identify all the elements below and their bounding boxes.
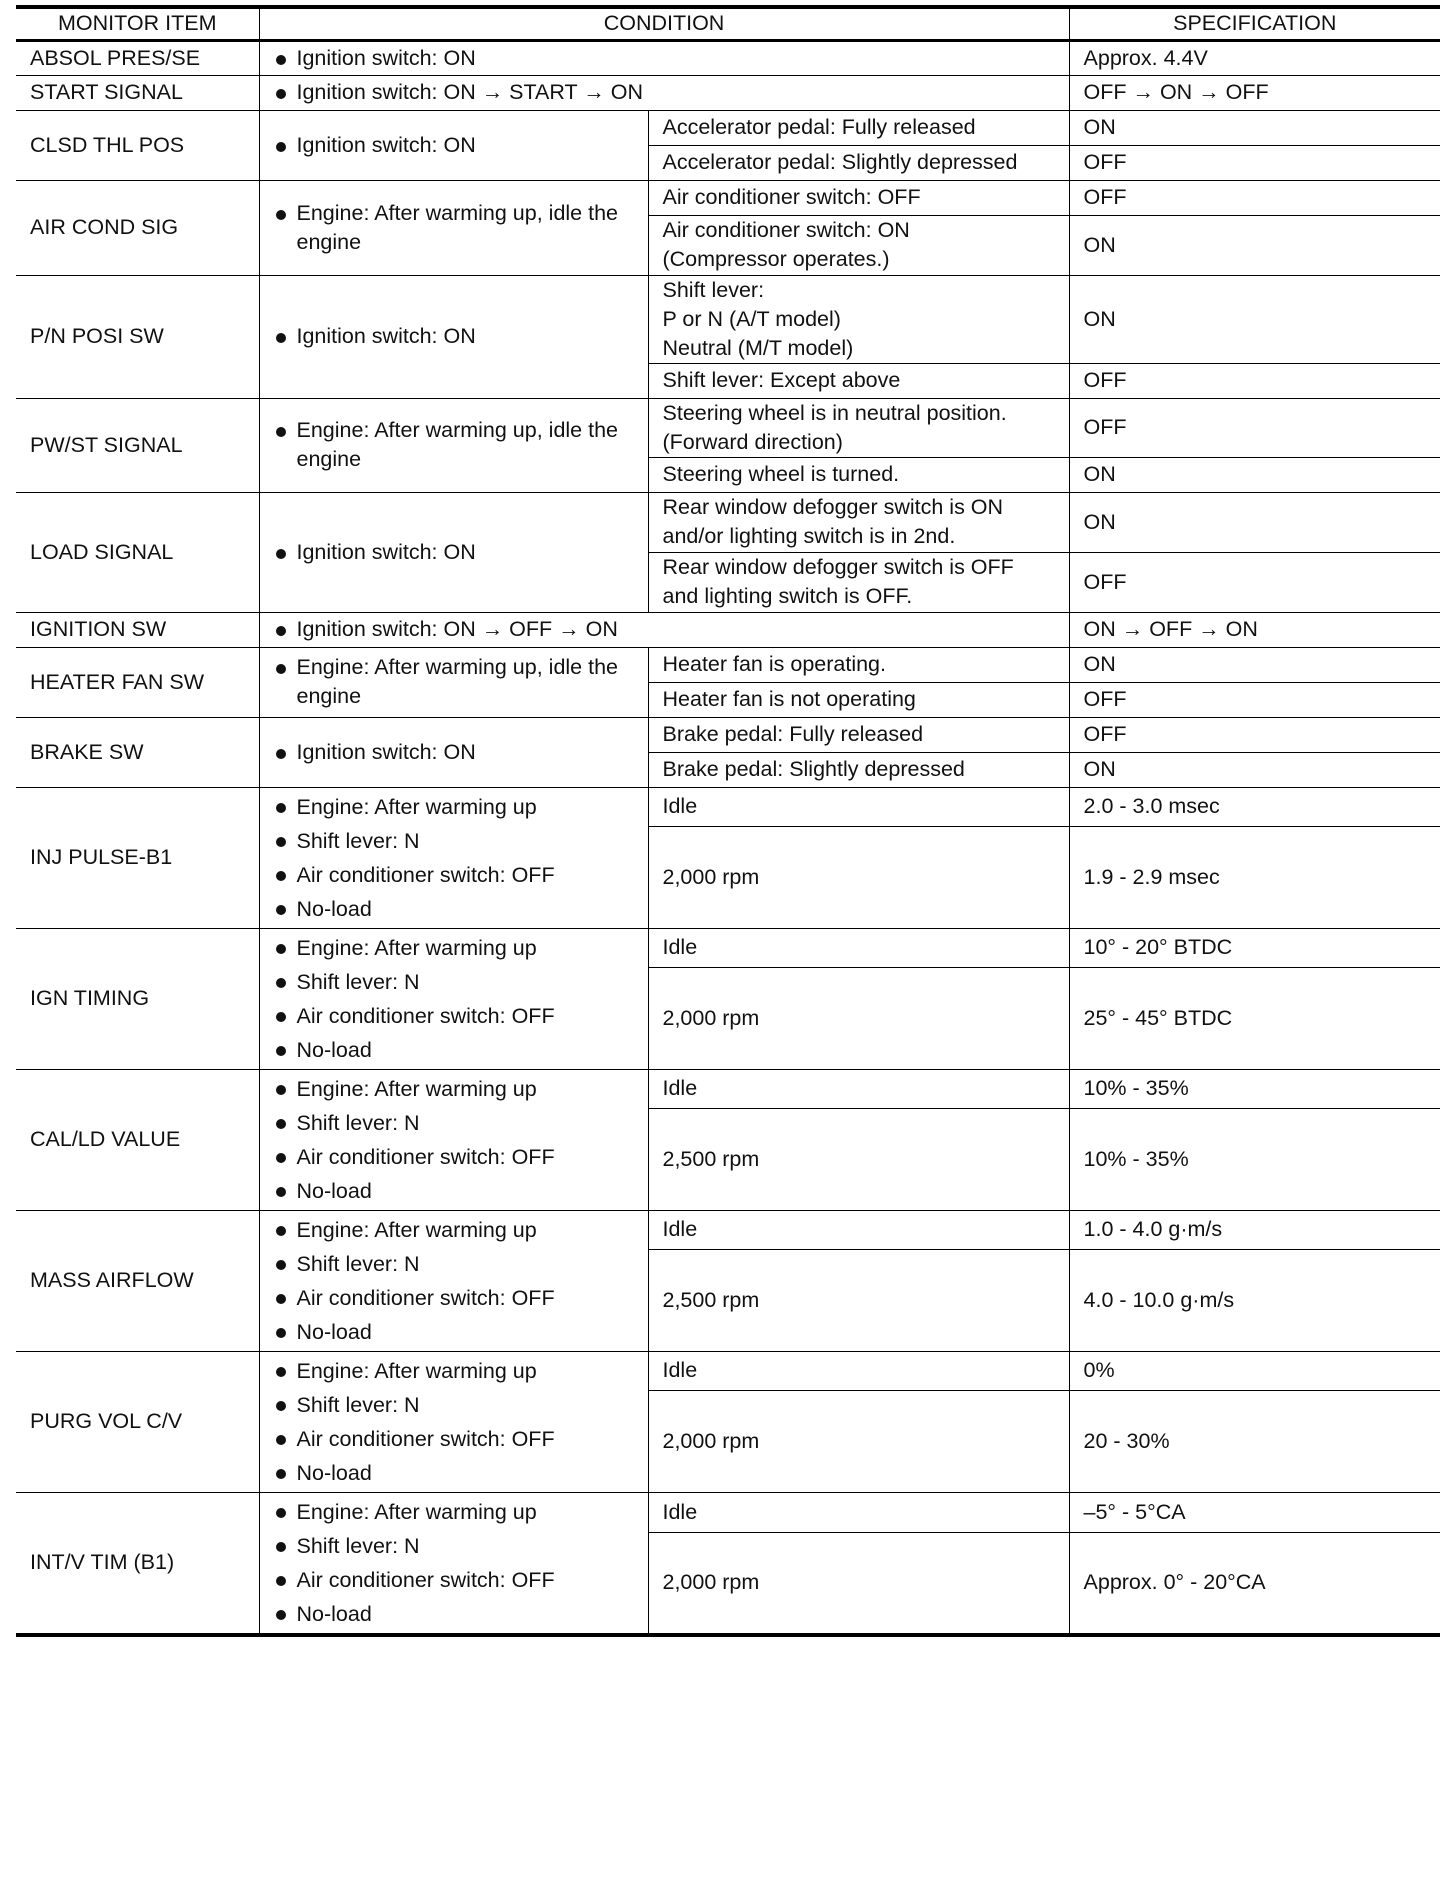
condition-bullet-item: Engine: After warming up — [274, 1497, 634, 1527]
condition-list — [274, 933, 634, 1065]
condition-cell — [259, 647, 648, 717]
condition-list — [274, 322, 634, 351]
monitor-item-cell: CAL/LD VALUE — [16, 1069, 259, 1210]
sub-condition-cell: Idle — [648, 1069, 1069, 1109]
table-row — [16, 110, 1440, 145]
table-row — [16, 75, 1440, 110]
sub-condition-cell: Air conditioner switch: OFF — [648, 180, 1069, 215]
monitor-item-cell: START SIGNAL — [16, 75, 259, 110]
sub-condition-cell: Accelerator pedal: Slightly depressed — [648, 145, 1069, 180]
sub-condition-cell: 2,000 rpm — [648, 827, 1069, 928]
specification-cell: –5° - 5°CA — [1069, 1492, 1440, 1532]
condition-cell — [259, 398, 648, 492]
monitor-item-cell: AIR COND SIG — [16, 180, 259, 275]
condition-cell — [259, 75, 1069, 110]
specification-cell: ON — [1069, 457, 1440, 492]
specification-cell: ON — [1069, 215, 1440, 275]
monitor-item-cell: INT/V TIM (B1) — [16, 1492, 259, 1635]
header-monitor-item: MONITOR ITEM — [16, 7, 259, 40]
sub-condition-cell: Idle — [648, 928, 1069, 968]
specification-cell: OFF — [1069, 682, 1440, 717]
condition-bullet-item: Engine: After warming up, idle the engine — [274, 199, 634, 257]
specification-cell: OFF — [1069, 180, 1440, 215]
specification-cell: 10% - 35% — [1069, 1069, 1440, 1109]
monitor-item-cell: ABSOL PRES/SE — [16, 40, 259, 75]
specification-cell: OFF — [1069, 145, 1440, 180]
table-row — [16, 398, 1440, 457]
condition-list — [274, 792, 634, 924]
condition-bullet-item: Ignition switch: ON → OFF → ON — [274, 615, 1055, 644]
condition-bullet-item: Ignition switch: ON — [274, 738, 634, 767]
specification-cell: ON — [1069, 492, 1440, 552]
condition-bullet-item: No-load — [274, 1035, 634, 1065]
sub-condition-cell: Idle — [648, 1492, 1069, 1532]
condition-list — [274, 653, 634, 711]
condition-bullet-item: Shift lever: N — [274, 1108, 634, 1138]
monitor-item-cell: IGNITION SW — [16, 612, 259, 647]
table-row — [16, 492, 1440, 552]
condition-list — [274, 131, 634, 160]
condition-cell — [259, 1492, 648, 1635]
condition-cell — [259, 928, 648, 1069]
monitor-item-cell: CLSD THL POS — [16, 110, 259, 180]
monitor-item-cell: PURG VOL C/V — [16, 1351, 259, 1492]
specification-cell: OFF — [1069, 363, 1440, 398]
specification-cell: ON → OFF → ON — [1069, 612, 1440, 647]
condition-cell — [259, 40, 1069, 75]
sub-condition-cell: Brake pedal: Slightly depressed — [648, 752, 1069, 787]
monitor-item-cell: HEATER FAN SW — [16, 647, 259, 717]
specification-cell: OFF → ON → OFF — [1069, 75, 1440, 110]
table-row — [16, 928, 1440, 968]
condition-cell — [259, 275, 648, 398]
condition-bullet-item: Ignition switch: ON — [274, 131, 634, 160]
sub-condition-cell: Idle — [648, 1351, 1069, 1391]
condition-bullet-item: No-load — [274, 1599, 634, 1629]
header-row — [16, 7, 1440, 40]
condition-bullet-item: Shift lever: N — [274, 826, 634, 856]
condition-bullet-item: Air conditioner switch: OFF — [274, 1142, 634, 1172]
condition-cell — [259, 1210, 648, 1351]
condition-bullet-item: No-load — [274, 1458, 634, 1488]
header-specification: SPECIFICATION — [1069, 7, 1440, 40]
monitor-item-cell: PW/ST SIGNAL — [16, 398, 259, 492]
condition-list — [274, 78, 1055, 107]
specification-cell: OFF — [1069, 398, 1440, 457]
condition-bullet-item: No-load — [274, 1176, 634, 1206]
condition-bullet-item: Shift lever: N — [274, 1390, 634, 1420]
condition-bullet-item: Ignition switch: ON — [274, 538, 634, 567]
sub-condition-cell: Rear window defogger switch is OFF and lighting switch is OFF. — [648, 552, 1069, 612]
monitor-item-cell: LOAD SIGNAL — [16, 492, 259, 612]
condition-bullet-item: Engine: After warming up, idle the engine — [274, 653, 634, 711]
table-row — [16, 1351, 1440, 1391]
sub-condition-cell: Steering wheel is in neutral position. (Forward direction) — [648, 398, 1069, 457]
condition-bullet-item: No-load — [274, 894, 634, 924]
header-condition: CONDITION — [259, 7, 1069, 40]
sub-condition-cell: Idle — [648, 787, 1069, 827]
sub-condition-cell: Shift lever: Except above — [648, 363, 1069, 398]
sub-condition-cell: Air conditioner switch: ON (Compressor operates.) — [648, 215, 1069, 275]
condition-bullet-item: Air conditioner switch: OFF — [274, 1001, 634, 1031]
monitor-item-cell: BRAKE SW — [16, 717, 259, 787]
table-row — [16, 717, 1440, 752]
table-row — [16, 1210, 1440, 1250]
condition-list — [274, 1215, 634, 1347]
condition-bullet-item: Ignition switch: ON — [274, 322, 634, 351]
condition-list — [274, 615, 1055, 644]
table-row — [16, 180, 1440, 215]
condition-bullet-item: Engine: After warming up, idle the engine — [274, 416, 634, 474]
condition-cell — [259, 717, 648, 787]
monitor-item-cell: IGN TIMING — [16, 928, 259, 1069]
specification-cell: 20 - 30% — [1069, 1391, 1440, 1492]
monitor-item-cell: P/N POSI SW — [16, 275, 259, 398]
specification-cell: ON — [1069, 752, 1440, 787]
condition-bullet-item: Shift lever: N — [274, 967, 634, 997]
sub-condition-cell: 2,000 rpm — [648, 968, 1069, 1069]
table-row — [16, 787, 1440, 827]
sub-condition-cell: Rear window defogger switch is ON and/or lighting switch is in 2nd. — [648, 492, 1069, 552]
sub-condition-cell: Brake pedal: Fully released — [648, 717, 1069, 752]
specification-cell: Approx. 0° - 20°CA — [1069, 1532, 1440, 1634]
condition-bullet-item: Air conditioner switch: OFF — [274, 1565, 634, 1595]
condition-bullet-item: Engine: After warming up — [274, 933, 634, 963]
table-row — [16, 612, 1440, 647]
condition-bullet-item: Engine: After warming up — [274, 792, 634, 822]
specification-cell: OFF — [1069, 552, 1440, 612]
condition-cell — [259, 787, 648, 928]
sub-condition-cell: 2,500 rpm — [648, 1250, 1069, 1351]
monitor-spec-table — [16, 5, 1440, 1637]
condition-list — [274, 1497, 634, 1629]
condition-cell — [259, 1351, 648, 1492]
condition-list — [274, 538, 634, 567]
condition-bullet-item: Engine: After warming up — [274, 1215, 634, 1245]
specification-cell: ON — [1069, 110, 1440, 145]
table-row — [16, 1492, 1440, 1532]
specification-cell: ON — [1069, 275, 1440, 363]
sub-condition-cell: Heater fan is not operating — [648, 682, 1069, 717]
sub-condition-cell: 2,500 rpm — [648, 1109, 1069, 1210]
condition-cell — [259, 492, 648, 612]
condition-bullet-item: Ignition switch: ON → START → ON — [274, 78, 1055, 107]
condition-cell — [259, 180, 648, 275]
sub-condition-cell: Shift lever: P or N (A/T model) Neutral (M/T model) — [648, 275, 1069, 363]
sub-condition-cell: Accelerator pedal: Fully released — [648, 110, 1069, 145]
table-body — [16, 40, 1440, 1635]
condition-bullet-item: Ignition switch: ON — [274, 44, 1055, 73]
specification-cell: 10° - 20° BTDC — [1069, 928, 1440, 968]
condition-list — [274, 199, 634, 257]
condition-list — [274, 738, 634, 767]
sub-condition-cell: Heater fan is operating. — [648, 647, 1069, 682]
specification-cell: ON — [1069, 647, 1440, 682]
table-row — [16, 40, 1440, 75]
table-row — [16, 647, 1440, 682]
specification-cell: 10% - 35% — [1069, 1109, 1440, 1210]
specification-cell: 25° - 45° BTDC — [1069, 968, 1440, 1069]
condition-cell — [259, 612, 1069, 647]
specification-cell: 1.9 - 2.9 msec — [1069, 827, 1440, 928]
condition-cell — [259, 1069, 648, 1210]
specification-cell: Approx. 4.4V — [1069, 40, 1440, 75]
specification-cell: 4.0 - 10.0 g·m/s — [1069, 1250, 1440, 1351]
condition-list — [274, 1356, 634, 1488]
condition-cell — [259, 110, 648, 180]
condition-bullet-item: Shift lever: N — [274, 1249, 634, 1279]
table-row — [16, 275, 1440, 363]
condition-bullet-item: Air conditioner switch: OFF — [274, 1424, 634, 1454]
monitor-item-cell: MASS AIRFLOW — [16, 1210, 259, 1351]
condition-bullet-item: Engine: After warming up — [274, 1074, 634, 1104]
specification-cell: 2.0 - 3.0 msec — [1069, 787, 1440, 827]
condition-list — [274, 416, 634, 474]
condition-bullet-item: Engine: After warming up — [274, 1356, 634, 1386]
sub-condition-cell: Steering wheel is turned. — [648, 457, 1069, 492]
condition-bullet-item: Shift lever: N — [274, 1531, 634, 1561]
condition-list — [274, 1074, 634, 1206]
condition-list — [274, 44, 1055, 73]
specification-cell: OFF — [1069, 717, 1440, 752]
table-row — [16, 1069, 1440, 1109]
condition-bullet-item: Air conditioner switch: OFF — [274, 1283, 634, 1313]
sub-condition-cell: 2,000 rpm — [648, 1391, 1069, 1492]
specification-cell: 1.0 - 4.0 g·m/s — [1069, 1210, 1440, 1250]
condition-bullet-item: Air conditioner switch: OFF — [274, 860, 634, 890]
condition-bullet-item: No-load — [274, 1317, 634, 1347]
monitor-item-cell: INJ PULSE-B1 — [16, 787, 259, 928]
sub-condition-cell: 2,000 rpm — [648, 1532, 1069, 1634]
specification-cell: 0% — [1069, 1351, 1440, 1391]
sub-condition-cell: Idle — [648, 1210, 1069, 1250]
